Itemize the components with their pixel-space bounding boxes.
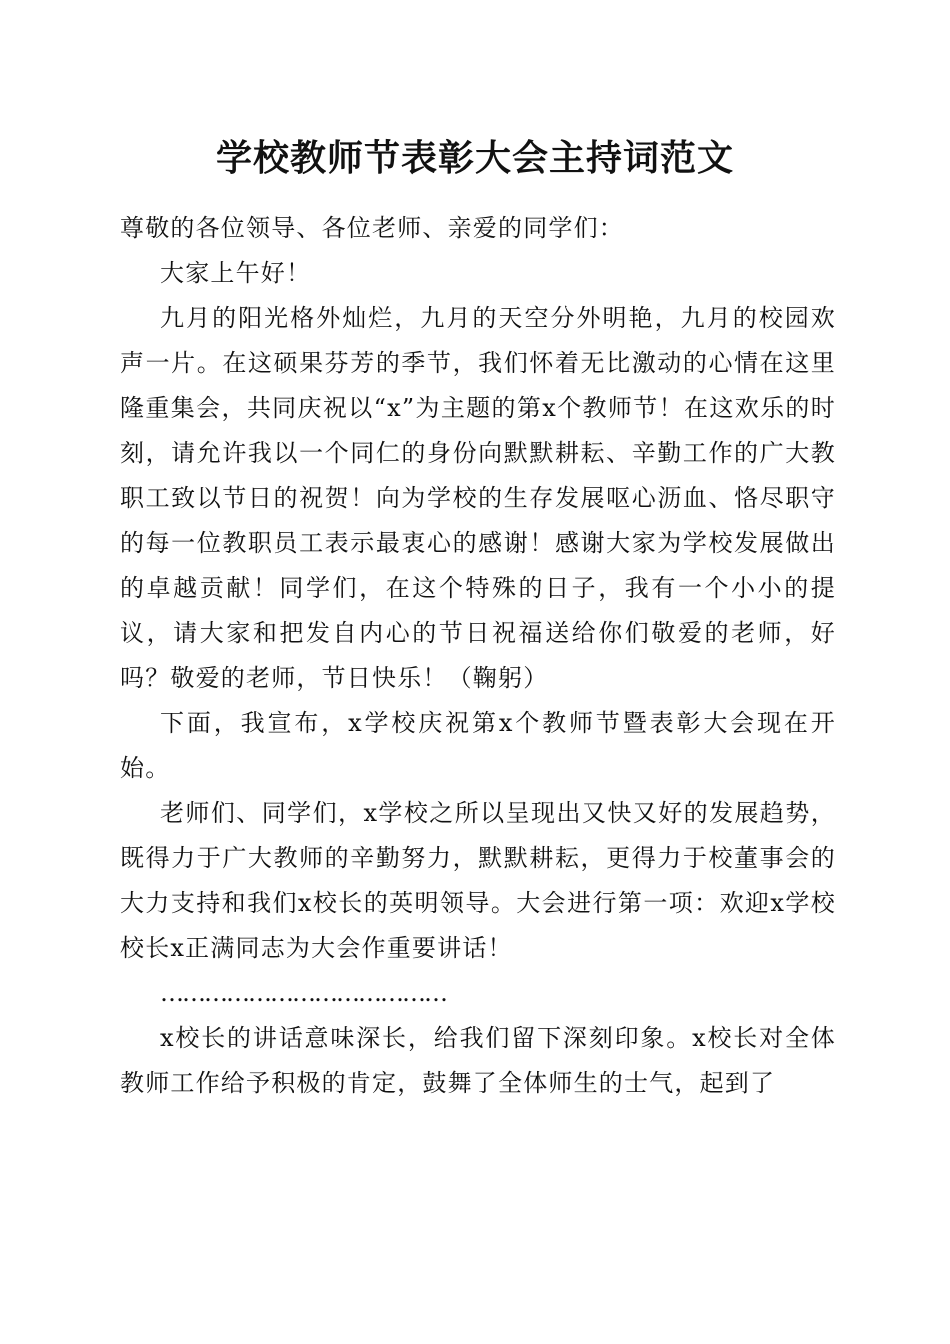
greeting-line: 大家上午好！ xyxy=(160,259,312,287)
salutation-line: 尊敬的各位领导、各位老师、亲爱的同学们： xyxy=(120,214,624,242)
opening-paragraph: 九月的阳光格外灿烂，九月的天空分外明艳，九月的校园欢声一片。在这硕果芬芳的季节，我们怀着无比激动的心情在这里隆重集会，共同庆祝以“x”为主题的第x个教师节！在这欢乐的时刻，请允许我以一个同仁的身份向默默耕耘、辛勤工作的广大教职工致以节日的祝贺！向为学校的生存发展呕心沥血、恪尽职守的每一位教职员工表示最衷心的感谢！感谢大家为学校发展做出的卓越贡献！同学们，在这个特殊的日子，我有一个小小的提议，请大家和把发自内心的节日祝福送给你们敬爱的老师，好吗？敬爱的老师，节日快乐！（鞠躬） xyxy=(120,304,836,692)
ellipsis-divider xyxy=(120,971,836,1016)
document-body xyxy=(120,206,836,1106)
agenda-paragraph: 老师们、同学们，x学校之所以呈现出又快又好的发展趋势，既得力于广大教师的辛勤努力，默默耕耘，更得力于校董事会的大力支持和我们x校长的英明领导。大会进行第一项：欢迎x学校校长x正满同志为大会作重要讲话！ xyxy=(120,799,836,962)
announcement-paragraph: 下面，我宣布，x学校庆祝第x个教师节暨表彰大会现在开始。 xyxy=(120,709,836,782)
ellipsis-text: ………………………………… xyxy=(160,979,446,1007)
document-title: 学校教师节表彰大会主持词范文 xyxy=(215,137,734,179)
closing-paragraph: x校长的讲话意味深长，给我们留下深刻印象。x校长对全体教师工作给予积极的肯定，鼓舞了全体师生的士气，起到了 xyxy=(120,1024,836,1097)
